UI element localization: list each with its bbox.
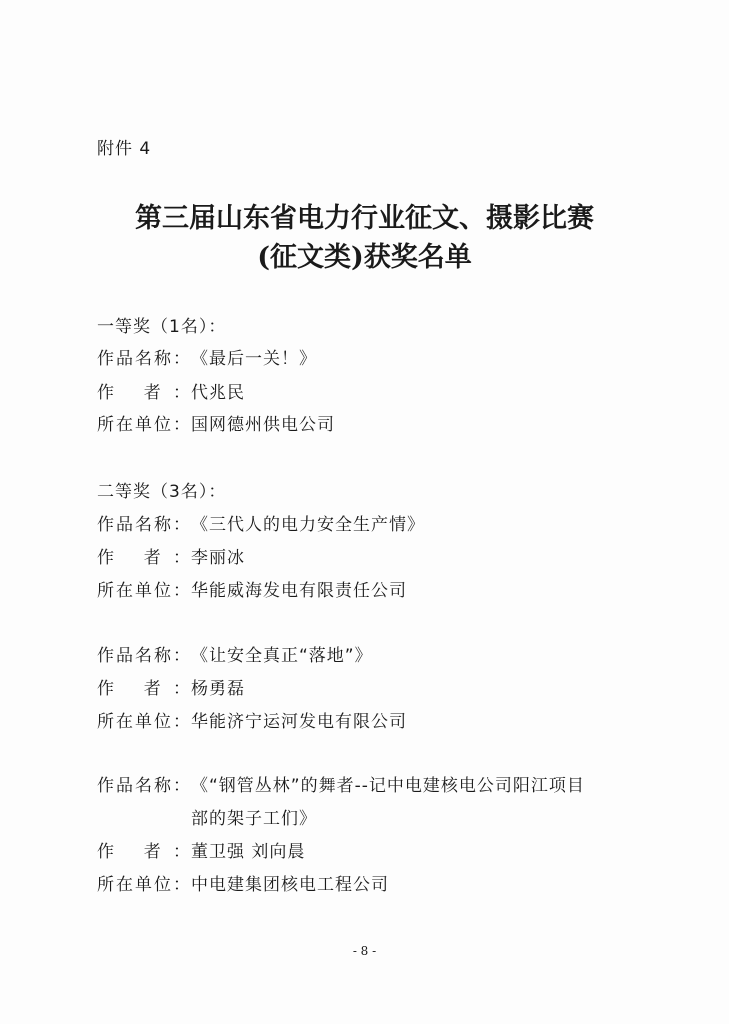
first-prize-heading: 一等奖（1名）：	[97, 317, 227, 337]
second-prize-3-work-row	[97, 771, 585, 796]
unit-name: 中电建集团核电工程公司	[191, 875, 389, 895]
unit-label: 所在单位：	[97, 581, 191, 601]
first-prize-1-work-row	[97, 344, 317, 369]
document-title-line1: 第三届山东省电力行业征文、摄影比赛	[135, 203, 594, 234]
second-prize-1-work-row	[97, 510, 425, 535]
work-title: 《三代人的电力安全生产情》	[191, 515, 425, 535]
second-prize-heading: 二等奖（3名）：	[97, 482, 227, 502]
author-name: 代兆民	[191, 383, 245, 403]
work-label: 作品名称：	[97, 515, 191, 535]
author-name: 董卫强 刘向晨	[191, 842, 306, 862]
work-label: 作品名称：	[97, 646, 191, 666]
unit-name: 国网德州供电公司	[191, 415, 335, 435]
author-label: 作 者：	[97, 842, 191, 862]
second-prize-1-unit-row	[97, 576, 407, 601]
second-prize-2-author-row	[97, 674, 245, 699]
attachment-label: 附件 4	[97, 139, 152, 159]
work-title: 《“钢管丛林”的舞者--记中电建核电公司阳江项目	[191, 776, 585, 796]
work-title: 《最后一关！》	[191, 349, 317, 369]
first-prize-1-unit-row	[97, 410, 335, 435]
author-name: 李丽冰	[191, 548, 245, 568]
unit-label: 所在单位：	[97, 712, 191, 732]
document-title-line2: (征文类)获奖名单	[257, 242, 472, 273]
second-prize-2-unit-row	[97, 707, 407, 732]
author-label: 作 者：	[97, 548, 191, 568]
work-label: 作品名称：	[97, 349, 191, 369]
unit-label: 所在单位：	[97, 415, 191, 435]
second-prize-3-unit-row	[97, 870, 389, 895]
work-title-continuation: 部的架子工们》	[191, 809, 317, 829]
author-label: 作 者：	[97, 679, 191, 699]
second-prize-2-work-row	[97, 641, 373, 666]
unit-name: 华能威海发电有限责任公司	[191, 581, 407, 601]
work-title: 《让安全真正“落地”》	[191, 646, 373, 666]
second-prize-3-author-row	[97, 837, 305, 862]
unit-label: 所在单位：	[97, 875, 191, 895]
first-prize-1-author-row	[97, 378, 245, 403]
work-label: 作品名称：	[97, 776, 191, 796]
second-prize-1-author-row	[97, 543, 245, 568]
author-label: 作 者：	[97, 383, 191, 403]
page-number: - 8 -	[352, 944, 377, 958]
unit-name: 华能济宁运河发电有限公司	[191, 712, 407, 732]
author-name: 杨勇磊	[191, 679, 245, 699]
